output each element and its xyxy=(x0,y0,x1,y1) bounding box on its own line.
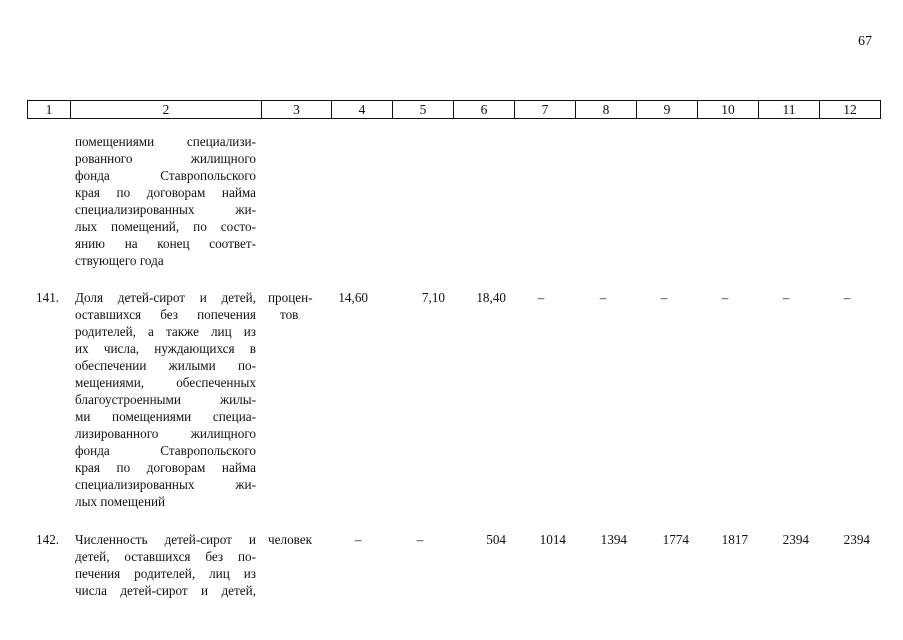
description-line: лых помещений xyxy=(75,494,166,509)
value-col-9: – xyxy=(660,290,668,305)
description-line: благоустроенными жилы- xyxy=(75,392,256,407)
row-description xyxy=(75,531,256,599)
description-line: ми помещениями специа- xyxy=(75,409,256,424)
row-unit xyxy=(268,531,328,548)
value-col-12: – xyxy=(843,290,851,305)
description-line: фонда Ставропольского xyxy=(75,168,256,183)
description-line: печения родителей, лиц из xyxy=(75,566,256,581)
description-line: их числа, нуждающихся в xyxy=(75,341,256,356)
unit-line: тов xyxy=(280,307,299,322)
description-line: обеспечении жилыми по- xyxy=(75,358,256,373)
row-number: 142. xyxy=(36,532,60,547)
description-line: лых помещений, по состо- xyxy=(75,219,256,234)
column-header-5: 5 xyxy=(393,101,454,119)
value-col-11: 2394 xyxy=(782,532,809,547)
value-col-6: 18,40 xyxy=(476,290,506,305)
column-header-2: 2 xyxy=(71,101,262,119)
column-header-6: 6 xyxy=(454,101,515,119)
value-col-10: – xyxy=(721,290,729,305)
description-line: родителей, а также лиц из xyxy=(75,324,256,339)
description-line: оставшихся без попечения xyxy=(75,307,256,322)
continuation-description xyxy=(75,133,256,269)
column-header-9: 9 xyxy=(637,101,698,119)
column-header-12: 12 xyxy=(820,101,881,119)
page-number: 67 xyxy=(858,34,872,49)
description-line: ствующего года xyxy=(75,253,164,268)
description-line: числа детей-сирот и детей, xyxy=(75,583,256,598)
value-col-10: 1817 xyxy=(721,532,748,547)
column-header-1: 1 xyxy=(28,101,71,119)
value-col-9: 1774 xyxy=(662,532,689,547)
value-col-12: 2394 xyxy=(843,532,870,547)
unit-line: процен- xyxy=(268,290,313,305)
value-col-5: – xyxy=(416,532,424,547)
column-header-11: 11 xyxy=(759,101,820,119)
description-line: помещениями специализи- xyxy=(75,134,256,149)
description-line: края по договорам найма xyxy=(75,460,256,475)
description-line: края по договорам найма xyxy=(75,185,256,200)
description-line: специализированных жи- xyxy=(75,202,256,217)
value-col-8: – xyxy=(599,290,607,305)
column-header-7: 7 xyxy=(515,101,576,119)
description-line: специализированных жи- xyxy=(75,477,256,492)
description-line: лизированного жилищного xyxy=(75,426,256,441)
description-line: рованного жилищного xyxy=(75,151,256,166)
value-col-6: 504 xyxy=(486,532,506,547)
row-number: 141. xyxy=(36,290,60,305)
column-header-row xyxy=(27,100,881,119)
value-col-4: – xyxy=(354,532,362,547)
column-header-8: 8 xyxy=(576,101,637,119)
value-col-8: 1394 xyxy=(600,532,627,547)
value-col-5: 7,10 xyxy=(421,290,445,305)
description-line: янию на конец соответ- xyxy=(75,236,256,251)
description-line: фонда Ставропольского xyxy=(75,443,256,458)
unit-line: человек xyxy=(268,532,313,547)
column-header-10: 10 xyxy=(698,101,759,119)
row-description xyxy=(75,289,256,510)
value-col-11: – xyxy=(782,290,790,305)
column-header-3: 3 xyxy=(262,101,332,119)
value-col-7: 1014 xyxy=(539,532,566,547)
description-line: Доля детей-сирот и детей, xyxy=(75,290,256,305)
column-header-4: 4 xyxy=(332,101,393,119)
value-col-7: – xyxy=(537,290,545,305)
description-line: Численность детей-сирот и xyxy=(75,532,256,547)
description-line: мещениями, обеспеченных xyxy=(75,375,256,390)
description-line: детей, оставшихся без по- xyxy=(75,549,256,564)
value-col-4: 14,60 xyxy=(338,290,368,305)
